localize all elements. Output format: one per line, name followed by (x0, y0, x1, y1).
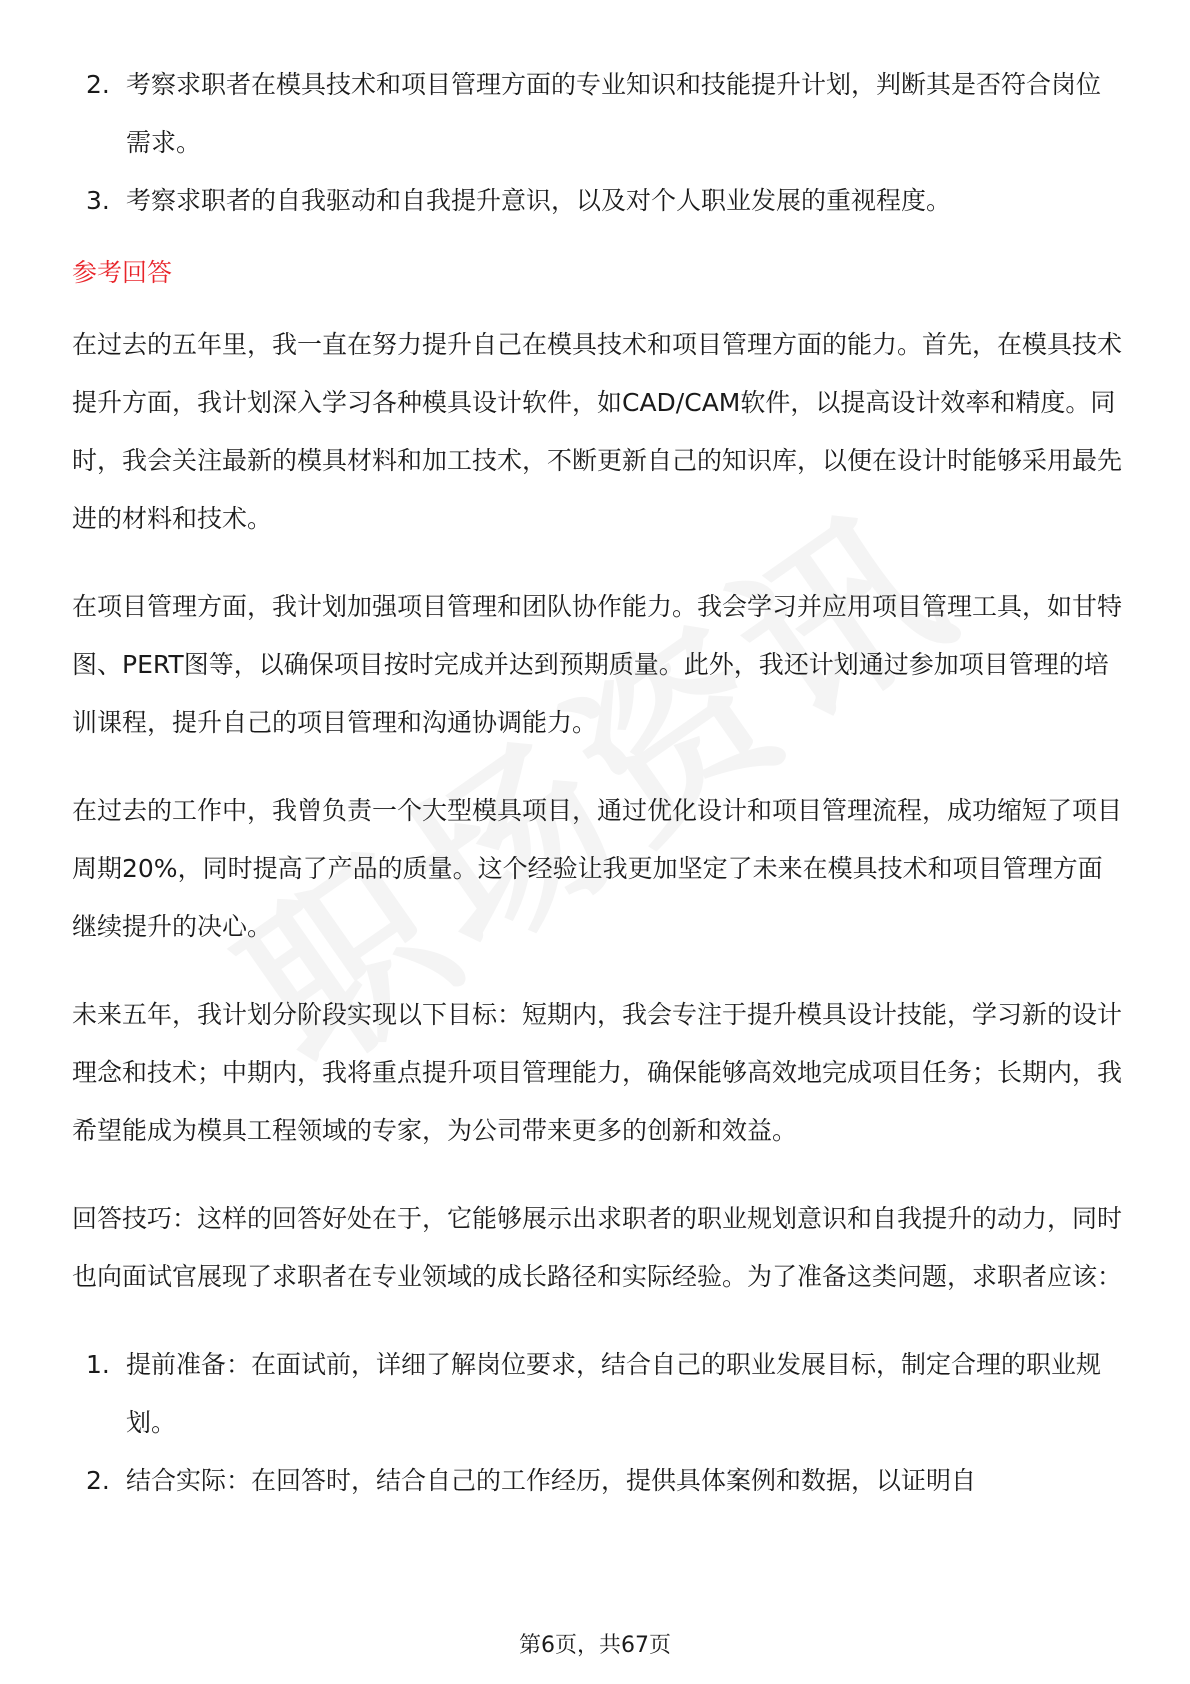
list-item (72, 1336, 1122, 1452)
list-text: 考察求职者的自我驱动和自我提升意识，以及对个人职业发展的重视程度。 (126, 186, 952, 215)
paragraph: 在过去的工作中，我曾负责一个大型模具项目，通过优化设计和项目管理流程，成功缩短了项目周期20%，同时提高了产品的质量。这个经验让我更加坚定了未来在模具技术和项目管理方面继续提升的决心。 (72, 796, 1123, 941)
list-text: 考察求职者在模具技术和项目管理方面的专业知识和技能提升计划，判断其是否符合岗位需求。 (126, 70, 1102, 157)
paragraph: 在过去的五年里，我一直在努力提升自己在模具技术和项目管理方面的能力。首先，在模具技术提升方面，我计划深入学习各种模具设计软件，如CAD/CAM软件，以提高设计效率和精度。同时，我会关注最新的模具材料和加工技术，不断更新自己的知识库，以便在设计时能够采用最先进的材料和技术。 (72, 330, 1123, 533)
list-number: 3. (86, 186, 110, 215)
section-title: 参考回答 (72, 258, 173, 287)
top-numbered-list (72, 56, 1122, 230)
list-number: 2. (86, 70, 110, 99)
list-item (72, 172, 1122, 230)
paragraph: 未来五年，我计划分阶段实现以下目标：短期内，我会专注于提升模具设计技能，学习新的设计理念和技术；中期内，我将重点提升项目管理能力，确保能够高效地完成项目任务；长期内，我希望能成为模具工程领域的专家，为公司带来更多的创新和效益。 (72, 1000, 1123, 1145)
list-item (72, 1452, 1122, 1510)
list-text: 结合实际：在回答时，结合自己的工作经历，提供具体案例和数据，以证明自 (126, 1466, 977, 1495)
paragraph: 在项目管理方面，我计划加强项目管理和团队协作能力。我会学习并应用项目管理工具，如甘特图、PERT图等，以确保项目按时完成并达到预期质量。此外，我还计划通过参加项目管理的培训课程，提升自己的项目管理和沟通协调能力。 (72, 592, 1123, 737)
list-number: 2. (86, 1466, 110, 1495)
page-footer: 第6页，共67页 (519, 1633, 671, 1658)
paragraph: 回答技巧：这样的回答好处在于，它能够展示出求职者的职业规划意识和自我提升的动力，同时也向面试官展现了求职者在专业领域的成长路径和实际经验。为了准备这类问题，求职者应该： (72, 1204, 1123, 1291)
document-body (72, 56, 1122, 1510)
list-item (72, 56, 1122, 172)
list-number: 1. (86, 1350, 110, 1379)
bottom-numbered-list (72, 1336, 1122, 1510)
list-text: 提前准备：在面试前，详细了解岗位要求，结合自己的职业发展目标，制定合理的职业规划。 (126, 1350, 1102, 1437)
